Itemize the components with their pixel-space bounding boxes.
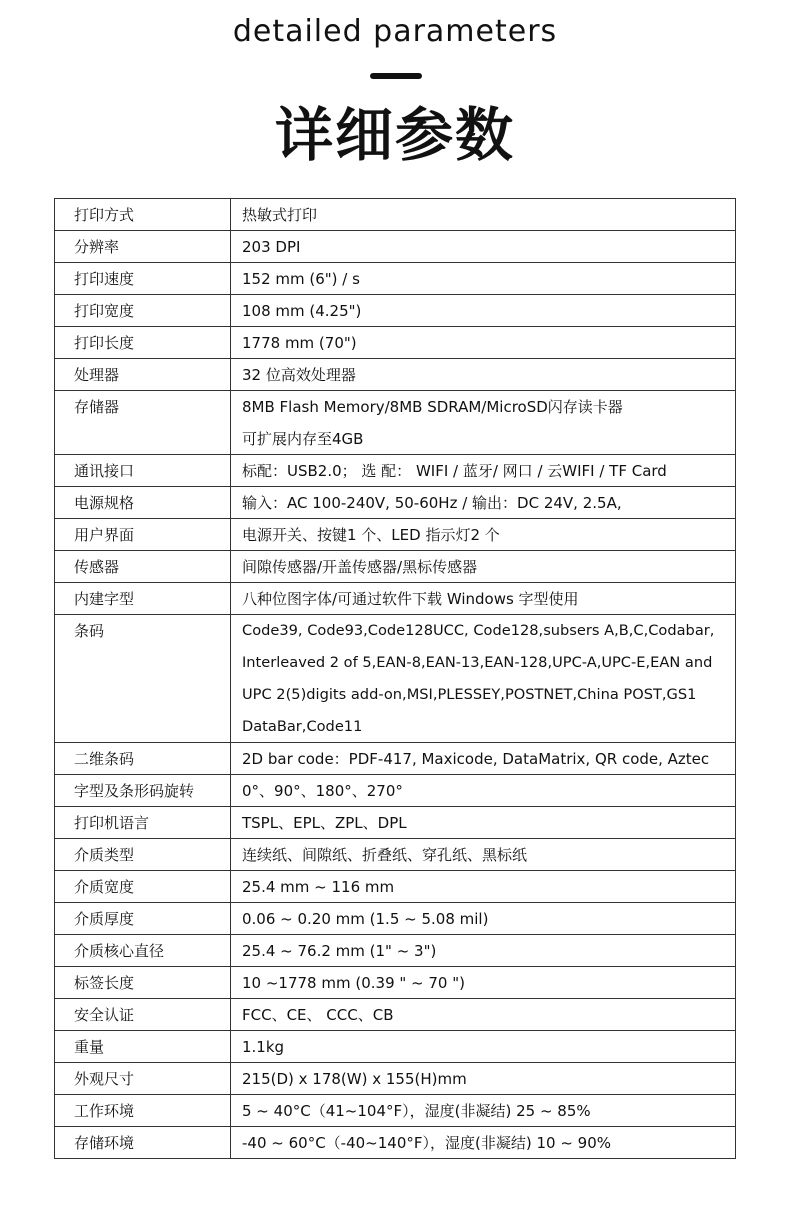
spec-value-line: 0°、90°、180°、270° bbox=[242, 782, 403, 800]
spec-label: 条码 bbox=[55, 615, 231, 743]
spec-value-line: 25.4 ~ 76.2 mm (1" ~ 3") bbox=[242, 942, 437, 960]
table-row bbox=[55, 583, 736, 615]
spec-value-line: 连续纸、间隙纸、折叠纸、穿孔纸、黑标纸 bbox=[242, 846, 528, 864]
spec-value bbox=[231, 1127, 736, 1159]
spec-value bbox=[231, 391, 736, 455]
spec-table-body bbox=[55, 199, 736, 1159]
spec-value-line: 标配：USB2.0； 选 配： WIFI / 蓝牙/ 网口 / 云WIFI / TF Card bbox=[242, 462, 667, 480]
spec-value-line: 10 ~1778 mm (0.39 " ~ 70 ") bbox=[242, 974, 465, 992]
spec-value bbox=[231, 871, 736, 903]
spec-table bbox=[54, 198, 736, 1159]
spec-value bbox=[231, 295, 736, 327]
table-row bbox=[55, 263, 736, 295]
spec-value bbox=[231, 455, 736, 487]
spec-value bbox=[231, 263, 736, 295]
spec-label: 标签长度 bbox=[55, 967, 231, 999]
spec-label: 工作环境 bbox=[55, 1095, 231, 1127]
table-row bbox=[55, 839, 736, 871]
spec-value-line: 5 ~ 40°C（41~104°F），湿度(非凝结) 25 ~ 85% bbox=[242, 1102, 591, 1120]
spec-value bbox=[231, 359, 736, 391]
spec-value bbox=[231, 1031, 736, 1063]
table-row bbox=[55, 551, 736, 583]
spec-label: 存储器 bbox=[55, 391, 231, 455]
spec-value-line: UPC 2(5)digits add-on,MSI,PLESSEY,POSTNET,China POST,GS1 bbox=[242, 686, 697, 703]
spec-value bbox=[231, 199, 736, 231]
spec-value bbox=[231, 583, 736, 615]
spec-label: 打印机语言 bbox=[55, 807, 231, 839]
spec-value bbox=[231, 1095, 736, 1127]
table-row bbox=[55, 327, 736, 359]
spec-value-line: 1.1kg bbox=[242, 1038, 285, 1056]
spec-value-line: 2D bar code：PDF-417, Maxicode, DataMatrix, QR code, Aztec bbox=[242, 750, 710, 768]
spec-value bbox=[231, 967, 736, 999]
spec-label: 字型及条形码旋转 bbox=[55, 775, 231, 807]
table-row bbox=[55, 1095, 736, 1127]
spec-value-line: -40 ~ 60°C（-40~140°F），湿度(非凝结) 10 ~ 90% bbox=[242, 1134, 611, 1152]
spec-value-line: 0.06 ~ 0.20 mm (1.5 ~ 5.08 mil) bbox=[242, 910, 489, 928]
spec-value bbox=[231, 551, 736, 583]
spec-label: 通讯接口 bbox=[55, 455, 231, 487]
spec-value bbox=[231, 775, 736, 807]
page-title-en: detailed parameters bbox=[232, 14, 558, 49]
spec-label: 介质核心直径 bbox=[55, 935, 231, 967]
spec-value bbox=[231, 487, 736, 519]
table-row bbox=[55, 455, 736, 487]
table-row bbox=[55, 487, 736, 519]
table-row bbox=[55, 1031, 736, 1063]
spec-value-line: 电源开关、按键1 个、LED 指示灯2 个 bbox=[242, 526, 500, 544]
spec-label: 存储环境 bbox=[55, 1127, 231, 1159]
spec-value-line: Code39, Code93,Code128UCC, Code128,subsers A,B,C,Codabar, bbox=[242, 622, 715, 639]
table-row bbox=[55, 871, 736, 903]
spec-value-line: 八种位图字体/可通过软件下载 Windows 字型使用 bbox=[242, 590, 579, 608]
spec-label: 重量 bbox=[55, 1031, 231, 1063]
spec-value-line: 可扩展内存至4GB bbox=[242, 430, 364, 448]
spec-value bbox=[231, 231, 736, 263]
spec-label: 介质宽度 bbox=[55, 871, 231, 903]
spec-value-line: 32 位高效处理器 bbox=[242, 366, 356, 384]
table-row bbox=[55, 935, 736, 967]
table-row bbox=[55, 231, 736, 263]
spec-label: 介质类型 bbox=[55, 839, 231, 871]
spec-label: 打印速度 bbox=[55, 263, 231, 295]
title-divider bbox=[370, 73, 422, 79]
spec-label: 二维条码 bbox=[55, 743, 231, 775]
table-row bbox=[55, 295, 736, 327]
spec-value-line: 间隙传感器/开盖传感器/黑标传感器 bbox=[242, 558, 478, 576]
table-row bbox=[55, 519, 736, 551]
table-row bbox=[55, 1127, 736, 1159]
spec-value-line: 1778 mm (70") bbox=[242, 334, 357, 352]
spec-value bbox=[231, 935, 736, 967]
spec-label: 用户界面 bbox=[55, 519, 231, 551]
table-row bbox=[55, 775, 736, 807]
spec-label: 打印长度 bbox=[55, 327, 231, 359]
spec-value-line: 152 mm (6") / s bbox=[242, 270, 360, 288]
spec-value-line: DataBar,Code11 bbox=[242, 718, 363, 735]
table-row bbox=[55, 999, 736, 1031]
spec-value bbox=[231, 839, 736, 871]
table-row bbox=[55, 199, 736, 231]
spec-value-line: 8MB Flash Memory/8MB SDRAM/MicroSD闪存读卡器 bbox=[242, 398, 623, 416]
table-row bbox=[55, 743, 736, 775]
spec-label: 外观尺寸 bbox=[55, 1063, 231, 1095]
spec-value-line: 热敏式打印 bbox=[242, 206, 318, 224]
spec-label: 内建字型 bbox=[55, 583, 231, 615]
spec-label: 介质厚度 bbox=[55, 903, 231, 935]
spec-value bbox=[231, 519, 736, 551]
spec-label: 打印宽度 bbox=[55, 295, 231, 327]
spec-label: 打印方式 bbox=[55, 199, 231, 231]
spec-value-line: Interleaved 2 of 5,EAN-8,EAN-13,EAN-128,UPC-A,UPC-E,EAN and bbox=[242, 654, 713, 671]
table-row bbox=[55, 807, 736, 839]
spec-value bbox=[231, 615, 736, 743]
table-row bbox=[55, 903, 736, 935]
table-row bbox=[55, 1063, 736, 1095]
spec-value bbox=[231, 807, 736, 839]
spec-value bbox=[231, 327, 736, 359]
page-title-cn: 详细参数 bbox=[274, 101, 515, 169]
spec-value bbox=[231, 1063, 736, 1095]
spec-value-line: 输入：AC 100-240V, 50-60Hz / 输出：DC 24V, 2.5A, bbox=[242, 494, 622, 512]
spec-value bbox=[231, 999, 736, 1031]
spec-label: 电源规格 bbox=[55, 487, 231, 519]
spec-label: 处理器 bbox=[55, 359, 231, 391]
spec-value-line: 203 DPI bbox=[242, 238, 301, 256]
spec-value-line: 108 mm (4.25") bbox=[242, 302, 362, 320]
spec-value bbox=[231, 903, 736, 935]
spec-value-line: FCC、CE、 CCC、CB bbox=[242, 1006, 394, 1024]
spec-label: 安全认证 bbox=[55, 999, 231, 1031]
spec-value-line: 215(D) x 178(W) x 155(H)mm bbox=[242, 1070, 467, 1088]
spec-label: 分辨率 bbox=[55, 231, 231, 263]
table-row bbox=[55, 967, 736, 999]
table-row bbox=[55, 391, 736, 455]
spec-value-line: TSPL、EPL、ZPL、DPL bbox=[242, 814, 407, 832]
spec-label: 传感器 bbox=[55, 551, 231, 583]
spec-value bbox=[231, 743, 736, 775]
table-row bbox=[55, 359, 736, 391]
spec-value-line: 25.4 mm ~ 116 mm bbox=[242, 878, 395, 896]
table-row bbox=[55, 615, 736, 743]
